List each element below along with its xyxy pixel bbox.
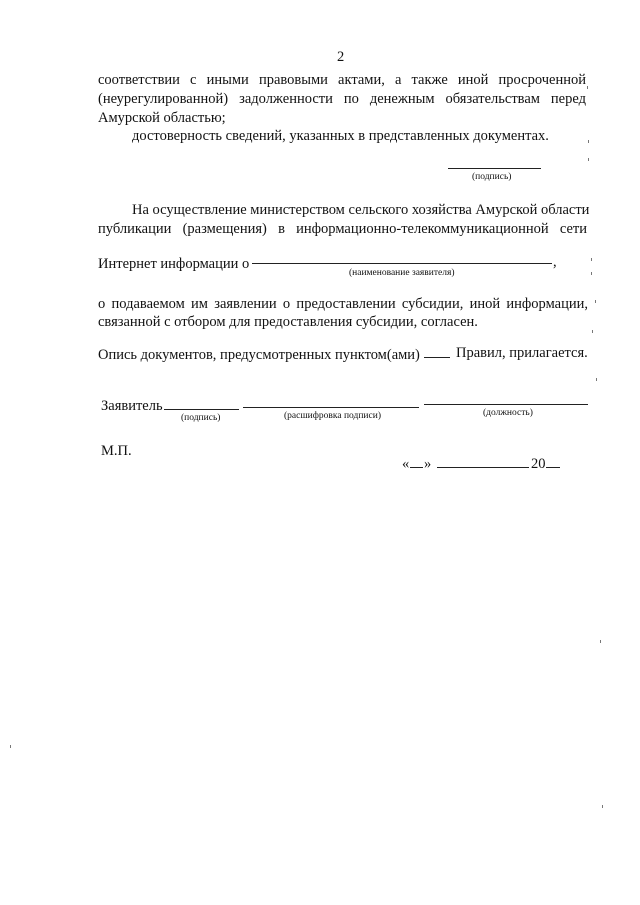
para2-line2: публикации (размещения) в информационно-телекоммуникационной сети bbox=[98, 221, 587, 237]
signature-line-1 bbox=[448, 168, 541, 169]
page-number: 2 bbox=[337, 49, 345, 65]
date-month-line bbox=[437, 467, 529, 468]
scan-speck bbox=[602, 805, 603, 808]
date-year-line bbox=[546, 467, 560, 468]
applicant-name-caption: (наименование заявителя) bbox=[349, 268, 455, 278]
applicant-position-line bbox=[424, 404, 588, 405]
scan-speck bbox=[591, 272, 592, 275]
scan-speck bbox=[595, 300, 596, 303]
para1-line4: достоверность сведений, указанных в представленных документах. bbox=[132, 128, 549, 144]
applicant-position-caption: (должность) bbox=[483, 408, 533, 418]
para2-line3-suffix: , bbox=[553, 254, 557, 270]
date-open-quote: « bbox=[402, 456, 410, 472]
inventory-suffix: Правил, прилагается. bbox=[456, 345, 588, 361]
para2-line1: На осуществление министерством сельского хозяйства Амурской области bbox=[132, 202, 590, 218]
para1-line3: Амурской областью; bbox=[98, 110, 226, 126]
scan-speck bbox=[596, 378, 597, 381]
scan-speck bbox=[600, 640, 601, 643]
para1-line2: (неурегулированной) задолженности по денежным обязательствам перед bbox=[98, 91, 586, 107]
scan-speck bbox=[591, 258, 592, 261]
applicant-label: Заявитель bbox=[101, 398, 163, 414]
scan-speck bbox=[592, 330, 593, 333]
inventory-prefix: Опись документов, предусмотренных пунктом(ами) bbox=[98, 347, 420, 363]
scan-speck bbox=[588, 158, 589, 161]
date-day-line bbox=[410, 467, 423, 468]
applicant-signature-line bbox=[164, 409, 239, 410]
applicant-name-line bbox=[252, 263, 552, 264]
stamp-mark: М.П. bbox=[101, 443, 132, 459]
scan-speck bbox=[10, 745, 11, 748]
signature-caption-1: (подпись) bbox=[472, 172, 512, 182]
applicant-transcript-line bbox=[243, 407, 419, 408]
date-year-prefix: 20 bbox=[531, 456, 546, 472]
applicant-transcript-caption: (расшифровка подписи) bbox=[284, 411, 381, 421]
date-close-quote: » bbox=[424, 456, 432, 472]
para3-line2: связанной с отбором для предоставления субсидии, согласен. bbox=[98, 314, 478, 330]
applicant-signature-caption: (подпись) bbox=[181, 413, 221, 423]
scan-speck bbox=[588, 140, 589, 143]
scan-speck bbox=[587, 86, 588, 89]
inventory-item-line bbox=[424, 357, 450, 358]
para3-line1: о подаваемом им заявлении о предоставлении субсидии, иной информации, bbox=[98, 296, 588, 312]
para2-line3-prefix: Интернет информации о bbox=[98, 256, 250, 272]
para1-line1: соответствии с иными правовыми актами, а также иной просроченной bbox=[98, 72, 586, 88]
